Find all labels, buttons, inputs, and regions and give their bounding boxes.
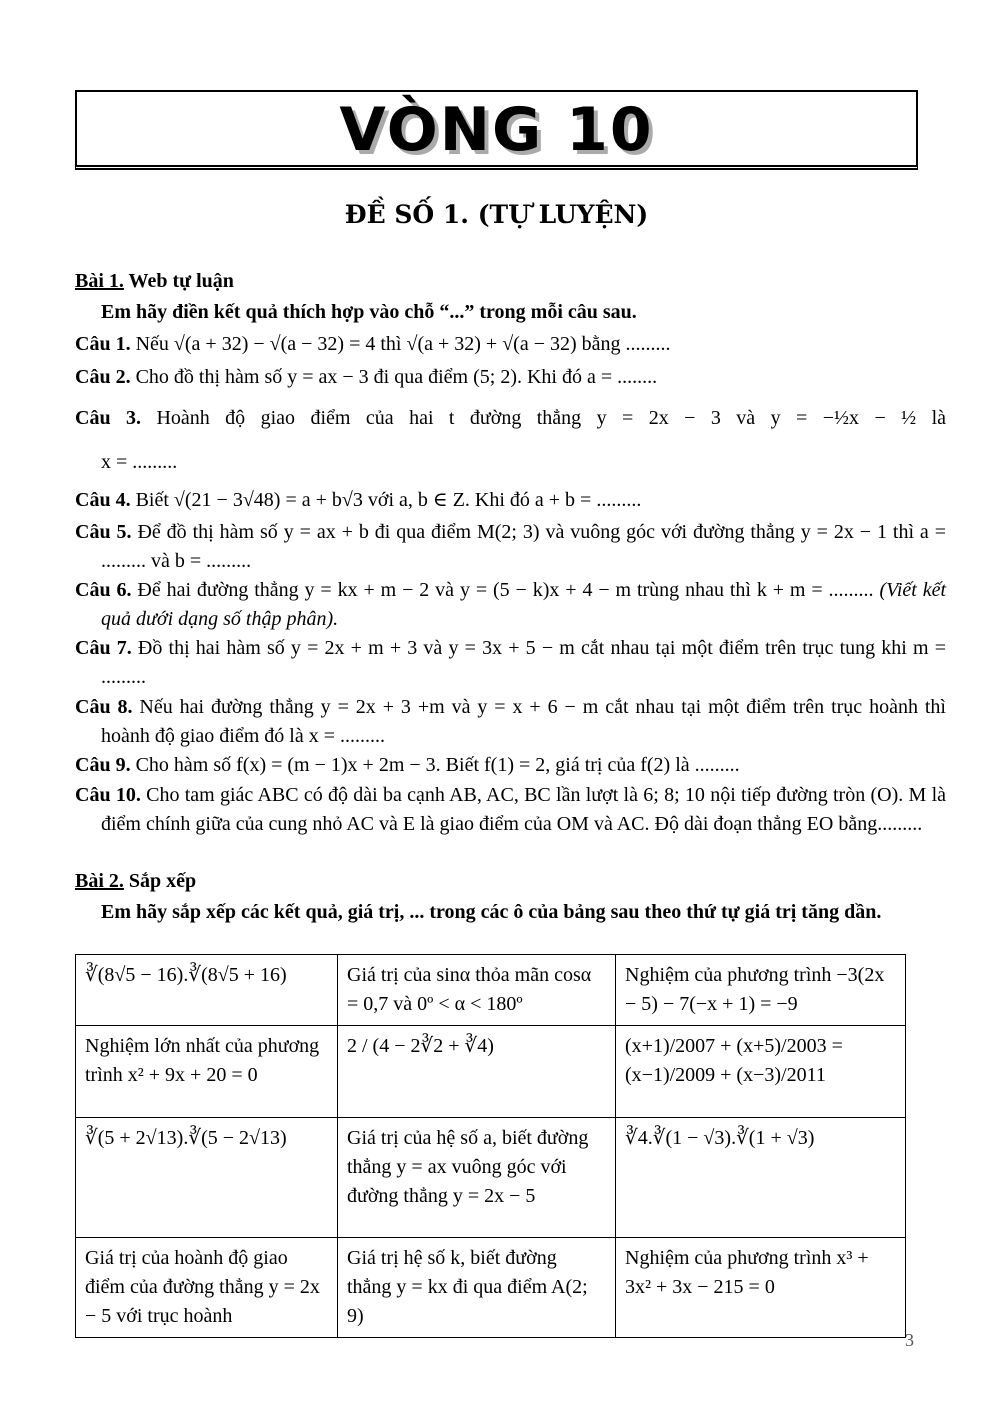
q-text: Nếu √(a + 32) − √(a − 32) = 4 thì √(a + 32) + √(a − 32) bằng .........: [135, 333, 671, 355]
sorting-table: [75, 954, 906, 1338]
question-6: [75, 576, 946, 634]
bai1-heading: [75, 267, 920, 296]
q-text: Cho hàm số f(x) = (m − 1)x + 2m − 3. Biết f(1) = 2, giá trị của f(2) là .........: [135, 754, 740, 776]
question-9: [75, 751, 946, 780]
q-text: Để đồ thị hàm số y = ax + b đi qua điểm M(2; 3) và vuông góc với đường thẳng y = 2x − 1 thì a = ......... và b = .........: [101, 521, 947, 572]
table-cell: ∛(5 + 2√13).∛(5 − 2√13): [76, 1118, 338, 1238]
bai2-heading: [75, 867, 920, 896]
q-text: Cho đồ thị hàm số y = ax − 3 đi qua điểm (5; 2). Khi đó a = ........: [135, 366, 658, 388]
bai1-title: Web tự luận: [128, 270, 234, 292]
bai2-title: Sắp xếp: [128, 870, 197, 892]
q-text: Cho tam giác ABC có độ dài ba cạnh AB, AC, BC lần lượt là 6; 8; 10 nội tiếp đường tròn (O). M là điểm chính giữa của cung nhỏ AC và E là giao điểm của OM và AC. Độ dài đoạn thẳng EO bằng.........: [101, 784, 946, 835]
q-label: Câu 9.: [75, 754, 131, 776]
table-cell: Giá trị hệ số k, biết đường thẳng y = kx đi qua điểm A(2; 9): [338, 1238, 616, 1338]
question-3: [75, 404, 946, 433]
q-text: Hoành độ giao điểm của hai t đường thẳng y = 2x − 3 và y = −½x − ½ là: [156, 407, 947, 429]
q-label: Câu 4.: [75, 489, 131, 511]
q-label: Câu 3.: [75, 407, 141, 429]
table-cell: Nghiệm lớn nhất của phương trình x² + 9x + 20 = 0: [76, 1026, 338, 1118]
q-text: Nếu hai đường thẳng y = 2x + 3 +m và y = x + 6 − m cắt nhau tại một điểm trên trục hoành thì hoành độ giao điểm đó là x = .........: [101, 696, 946, 747]
table-row: [76, 1118, 906, 1238]
table-row: [76, 1238, 906, 1338]
q-label: Câu 7.: [75, 637, 132, 659]
table-cell: (x+1)/2007 + (x+5)/2003 = (x−1)/2009 + (x−3)/2011: [616, 1026, 906, 1118]
question-10: [75, 781, 946, 839]
q-note: (Viết kết quả dưới dạng số thập phân).: [101, 579, 947, 630]
q-text: Đồ thị hai hàm số y = 2x + m + 3 và y = 3x + 5 − m cắt nhau tại một điểm trên trục tung khi m = .........: [101, 637, 947, 688]
q-label: Câu 8.: [75, 696, 133, 718]
table-cell: Giá trị của sinα thỏa mãn cosα = 0,7 và 0º < α < 180º: [338, 955, 616, 1026]
exam-subtitle: ĐỀ SỐ 1. (TỰ LUYỆN): [344, 200, 649, 229]
question-7: [75, 634, 946, 692]
q-label: Câu 2.: [75, 366, 131, 388]
bai2-instruction: Em hãy sắp xếp các kết quả, giá trị, ... trong các ô của bảng sau theo thứ tự giá trị tăng dần.: [101, 901, 882, 923]
q-text: Để hai đường thẳng y = kx + m − 2 và y = (5 − k)x + 4 − m trùng nhau thì k + m = .........: [137, 579, 874, 601]
page-number: 3: [905, 1330, 914, 1350]
table-cell: ∛(8√5 − 16).∛(8√5 + 16): [76, 955, 338, 1026]
bai1-instruction: Em hãy điền kết quả thích hợp vào chỗ “...” trong mỗi câu sau.: [101, 301, 637, 323]
title-box: [75, 90, 918, 170]
q-label: Câu 5.: [75, 521, 132, 543]
question-8: [75, 693, 946, 751]
table-cell: Giá trị của hệ số a, biết đường thẳng y = ax vuông góc với đường thẳng y = 2x − 5: [338, 1118, 616, 1238]
question-5: [75, 518, 946, 576]
q-label: Câu 10.: [75, 784, 141, 806]
bai1-label: Bài 1.: [75, 270, 124, 292]
question-4: [75, 486, 946, 515]
table-row: [76, 1026, 906, 1118]
question-1: [75, 330, 946, 359]
q-text: Biết √(21 − 3√48) = a + b√3 với a, b ∈ Z. Khi đó a + b = .........: [135, 489, 642, 511]
table-cell: Nghiệm của phương trình x³ + 3x² + 3x − 215 = 0: [616, 1238, 906, 1338]
table-cell: ∛4.∛(1 − √3).∛(1 + √3): [616, 1118, 906, 1238]
table-cell: Giá trị của hoành độ giao điểm của đường thẳng y = 2x − 5 với trục hoành: [76, 1238, 338, 1338]
table-row: [76, 955, 906, 1026]
table-cell: 2 / (4 − 2∛2 + ∛4): [338, 1026, 616, 1118]
q-label: Câu 6.: [75, 579, 132, 601]
round-title: VÒNG 10: [339, 95, 654, 165]
question-3-cont: x = .........: [101, 451, 178, 473]
table-cell: Nghiệm của phương trình −3(2x − 5) − 7(−x + 1) = −9: [616, 955, 906, 1026]
q-label: Câu 1.: [75, 333, 131, 355]
question-2: [75, 363, 946, 392]
bai2-label: Bài 2.: [75, 870, 124, 892]
